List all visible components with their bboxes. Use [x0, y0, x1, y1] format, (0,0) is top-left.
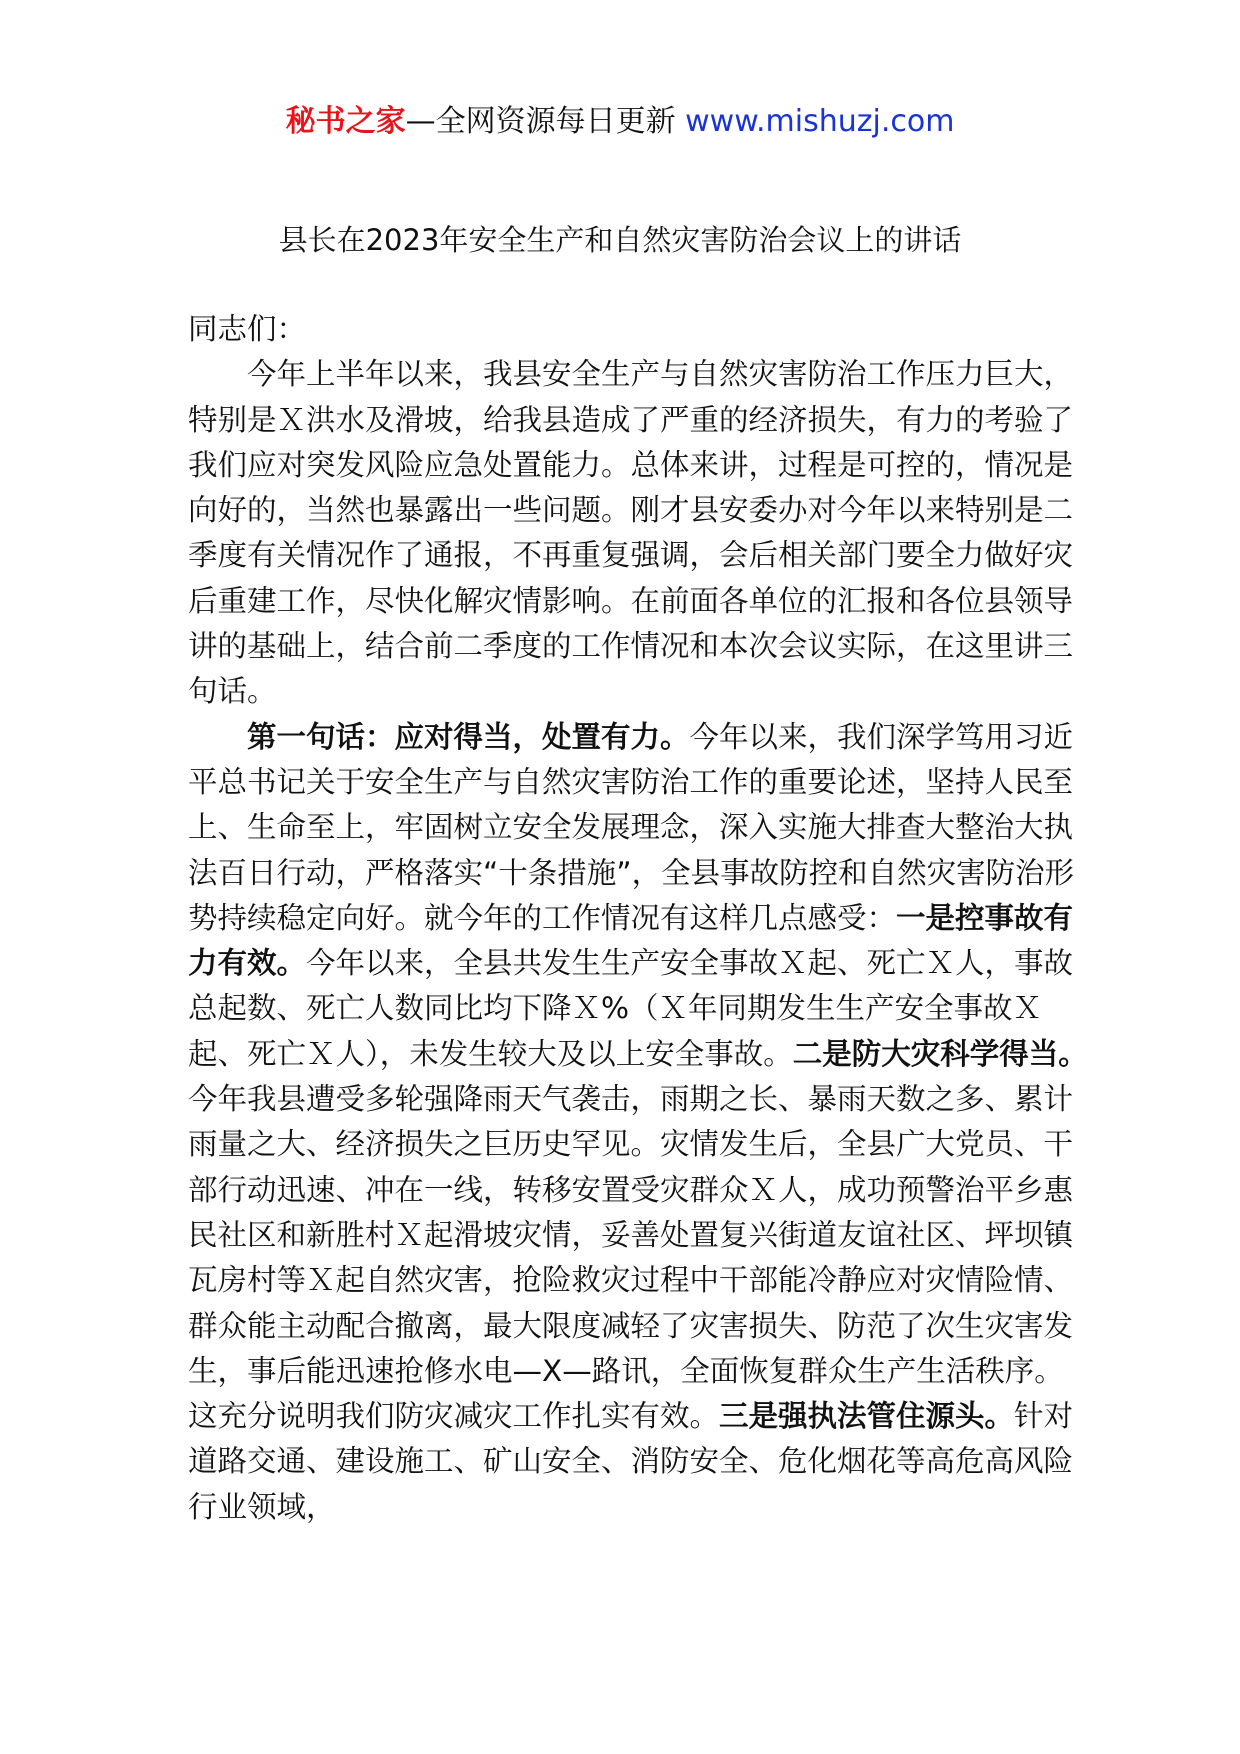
- section-heading: 第一句话：应对得当，处置有力。: [247, 719, 690, 754]
- paragraph-text: 今年以来，全县共发生生产安全事故Ｘ起、死亡Ｘ人，事故总起数、死亡人数同比均下降Ｘ%（Ｘ年同期发生生产安全事故Ｘ起、死亡Ｘ人），未发生较大及以上安全事故。: [188, 946, 1074, 1071]
- subpoint-heading: 二是防大灾科学得当。: [792, 1036, 1088, 1071]
- paragraph-text: 今年以来，我们深学笃用习近平总书记关于安全生产与自然灾害防治工作的重要论述，坚持人民至上、生命至上，牢固树立安全发展理念，深入实施大排查大整治大执法百日行动，严格落实“十条措施”，全县事故防控和自然灾害防治形势持续稳定向好。就今年的工作情况有这样几点感受：: [188, 719, 1075, 935]
- document-body: [188, 307, 1088, 1530]
- paragraph-text: 今年我县遭受多轮强降雨天气袭击，雨期之长、暴雨天数之多、累计雨量之大、经济损失之巨历史罕见。灾情发生后，全县广大党员、干部行动迅速、冲在一线，转移安置受灾群众Ｘ人，成功预警治平乡惠民社区和新胜村Ｘ起滑坡灾情，妥善处置复兴街道友谊社区、坪坝镇瓦房村等Ｘ起自然灾害，抢险救灾过程中干部能冷静应对灾情险情、群众能主动配合撤离，最大限度减轻了灾害损失、防范了次生灾害发生，事后能迅速抢修水电—X—路讯，全面恢复群众生产生活秩序。这充分说明我们防灾减灾工作扎实有效。: [188, 1082, 1074, 1434]
- subpoint-heading: 一是控事故有力有效。: [188, 900, 1074, 981]
- salutation: 同志们：: [188, 312, 307, 346]
- document-title: 县长在2023年安全生产和自然灾害防治会议上的讲话: [278, 223, 962, 257]
- subpoint-heading: 三是强执法管住源头。: [719, 1399, 1015, 1434]
- site-url[interactable]: www.mishuzj.com: [685, 104, 955, 139]
- header-slogan: —全网资源每日更新: [405, 104, 676, 139]
- site-header: [0, 100, 1240, 144]
- paragraph-text: 针对道路交通、建设施工、矿山安全、消防安全、危化烟花等高危高风险行业领域，: [188, 1399, 1074, 1524]
- brand-name: 秘书之家: [285, 104, 406, 139]
- paragraph-first-point: [188, 715, 1088, 1530]
- paragraph-intro: 今年上半年以来，我县安全生产与自然灾害防治工作压力巨大，特别是Ｘ洪水及滑坡，给我县造成了严重的经济损失，有力的考验了我们应对突发风险应急处置能力。总体来讲，过程是可控的，情况是向好的，当然也暴露出一些问题。刚才县安委办对今年以来特别是二季度有关情况作了通报，不再重复强调，会后相关部门要全力做好灾后重建工作，尽快化解灾情影响。在前面各单位的汇报和各位县领导讲的基础上，结合前二季度的工作情况和本次会议实际，在这里讲三句话。: [188, 357, 1074, 709]
